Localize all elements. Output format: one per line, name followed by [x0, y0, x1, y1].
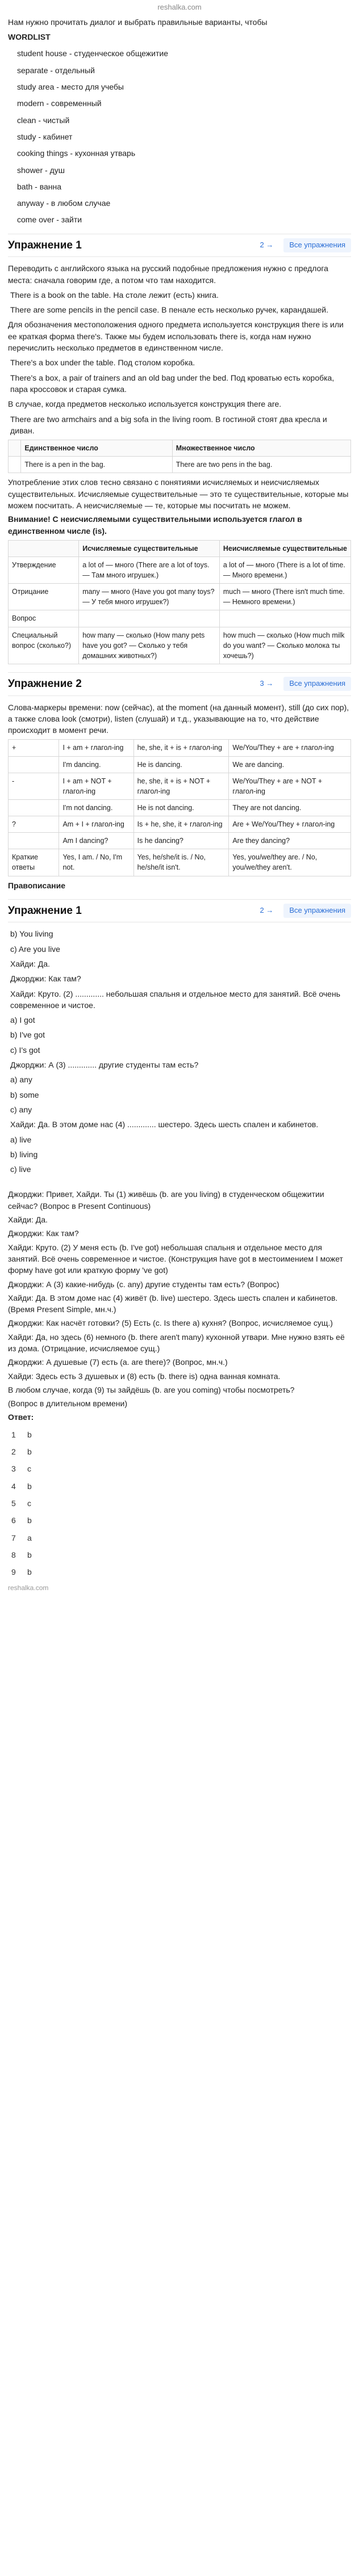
table-cell: Краткие ответы: [9, 849, 59, 876]
table-cell: Yes, he/she/it is. / No, he/she/it isn't.: [133, 849, 229, 876]
table-cell: a lot of — много (There are a lot of toys. — Там много игрушек.): [79, 556, 220, 583]
paragraph: Для обозначения местоположения одного предмета используется конструкция there is или ее краткая форма there's. Также мы будем использовать there is, когда нам нужно перечислить несколько предметов в единственном числе.: [8, 320, 344, 353]
paragraph: Употребление этих слов тесно связано с понятиями исчисляемых и неисчисляемых существительных. Исчисляемые существительные — это те существительные, которые мы можем посчитать. А неисчисляемые — те, которые мы посчитать не можем.: [8, 478, 349, 510]
dialog-line: b) You living: [10, 929, 53, 939]
exercise-nav: [260, 904, 351, 918]
exercise-header: [8, 899, 351, 923]
watermark: reshalka.com: [8, 1584, 49, 1592]
exercise-header: [8, 234, 351, 258]
table-cell: much — много (There isn't much time. — Немного времени.): [219, 584, 350, 610]
example: There are some pencils in the pencil case. В пенале есть несколько ручек, карандашей.: [10, 305, 328, 315]
dialog-line: a) I got: [10, 1015, 35, 1025]
dialog-line: Джорджи: А (3) ............. другие студенты там есть?: [10, 1060, 199, 1070]
paragraph: Слова-маркеры времени: now (сейчас), at the moment (на данный момент), still (до сих пор), а также слова look (смотри), listen (слушай) и т.д., указывающие на то, что действие происходит в момент речи.: [8, 702, 349, 735]
table-cell: -: [9, 773, 59, 799]
table-header-cell: Единственное число: [21, 440, 172, 457]
exercise-title: Упражнение 1: [8, 239, 82, 251]
table-cell: he, she, it + is + глагол-ing: [133, 740, 229, 756]
table-cell: a lot of — много (There is a lot of time. — Много времени.): [219, 556, 350, 583]
table-row: [9, 756, 351, 773]
wordlist-item: anyway - в любом случае: [17, 199, 111, 208]
table-row: [9, 556, 351, 583]
exercise-header: [8, 672, 351, 696]
answer-row: 6 b: [11, 1516, 32, 1525]
table-cell: how many — сколько (How many pets have you got? — Сколько у тебя домашних животных?): [79, 627, 220, 664]
table-cell: many — много (Have you got many toys? — У тебя много игрушек?): [79, 584, 220, 610]
dialog-line: Джорджи: Как там?: [10, 974, 81, 984]
table-cell: There are two pens in the bag.: [172, 457, 350, 473]
table-cell: Отрицание: [9, 584, 79, 610]
table-cell: [9, 756, 59, 773]
explanation-line: Хайди: Здесь есть 3 душевых и (8) есть (b. there is) одна ванная комната.: [8, 1371, 281, 1381]
next-exercise-link[interactable]: 3 →: [260, 679, 274, 688]
table-cell: I + am + NOT + глагол-ing: [59, 773, 133, 799]
table-cell: There is a pen in the bag.: [21, 457, 172, 473]
table-cell: Утверждение: [9, 556, 79, 583]
arrow-right-icon: →: [266, 906, 274, 915]
answer-row: 9 b: [11, 1567, 32, 1577]
table-cell: [79, 610, 220, 627]
table-cell: He is not dancing.: [133, 799, 229, 816]
explanation-line: Хайди: Да. В этом доме нас (4) живёт (b. live) шестеро. Здесь шесть спален и кабинетов. (Время Present Simple, мн.ч.): [8, 1293, 338, 1314]
table-cell: [9, 799, 59, 816]
table-header-row: [9, 440, 351, 457]
answer-row: 1 b: [11, 1430, 32, 1439]
table-cell: I + am + глагол-ing: [59, 740, 133, 756]
dialog-line: a) any: [10, 1075, 32, 1085]
table-cell: They are not dancing.: [229, 799, 351, 816]
dialog-line: c) I's got: [10, 1045, 40, 1055]
table-cell: Специальный вопрос (сколько?): [9, 627, 79, 664]
paragraph: Переводить с английского языка на русский подобные предложения нужно с предлога места: сначала говорим где, а потом что там находится.: [8, 264, 328, 285]
table-cell: Вопрос: [9, 610, 79, 627]
table-cell: Is he dancing?: [133, 833, 229, 849]
grammar-table-countable: [8, 540, 351, 664]
arrow-right-icon: →: [266, 241, 274, 250]
paragraph: В случае, когда предметов несколько используется конструкция there are.: [8, 399, 282, 409]
all-exercises-button[interactable]: Все упражнения: [283, 677, 351, 691]
exercise-title: Упражнение 2: [8, 677, 82, 690]
table-row: [9, 610, 351, 627]
all-exercises-button[interactable]: Все упражнения: [283, 238, 351, 252]
explanation-line: В любом случае, когда (9) ты зайдёшь (b. are you coming) чтобы посмотреть?: [8, 1385, 295, 1394]
table-header-cell: Множественное число: [172, 440, 350, 457]
table-row: [9, 816, 351, 833]
wordlist-item: cooking things - кухонная утварь: [17, 149, 136, 158]
table-header-row: [9, 540, 351, 556]
example: There are two armchairs and a big sofa in the living room. В гостиной стоят два кресла и диван.: [10, 414, 327, 435]
explanation-line: Джорджи: Как насчёт готовки? (5) Есть (c. Is there a) кухня? (Вопрос, исчисляемое сущ.): [8, 1318, 333, 1328]
explanation-line: (Вопрос в длительном времени): [8, 1399, 128, 1409]
table-header-cell: Исчисляемые существительные: [79, 540, 220, 556]
table-header-cell: Неисчисляемые существительные: [219, 540, 350, 556]
table-cell: We are dancing.: [229, 756, 351, 773]
table-cell: Is + he, she, it + глагол-ing: [133, 816, 229, 833]
wordlist-item: modern - современный: [17, 99, 102, 108]
answer-row: 8 b: [11, 1550, 32, 1559]
explanation-line: Джорджи: Привет, Хайди. Ты (1) живёшь (b. are you living) в студенческом общежитии сейчас? (Вопрос в Present Continuous): [8, 1190, 324, 1211]
wordlist-heading: WORDLIST: [8, 32, 51, 42]
answer-row: 3 c: [11, 1464, 31, 1474]
table-cell: [219, 610, 350, 627]
table-row: [9, 740, 351, 756]
table-cell: how much — сколько (How much milk do you want? — Сколько молока ты хочешь?): [219, 627, 350, 664]
table-row: [9, 584, 351, 610]
explanation-line: Джорджи: А душевые (7) есть (a. are there)? (Вопрос, мн.ч.): [8, 1357, 228, 1367]
example: There is a book on the table. На столе лежит (есть) книга.: [10, 290, 219, 300]
table-row: [9, 773, 351, 799]
answer-row: 2 b: [11, 1447, 32, 1457]
dialog-line: c) live: [10, 1165, 31, 1174]
wordlist-item: clean - чистый: [17, 115, 70, 125]
wordlist-item: separate - отдельный: [17, 65, 95, 75]
answers-heading: Ответ:: [8, 1413, 34, 1422]
dialog-line: c) Are you live: [10, 944, 60, 954]
explanation-line: Хайди: Да, но здесь (6) немного (b. there aren't many) кухонной утвари. Мне нужно взять её из дома. (Отрицание, исчисляемое сущ.): [8, 1332, 345, 1353]
wordlist: [8, 48, 351, 225]
answer-row: 7 a: [11, 1533, 32, 1542]
table-cell: I'm not dancing.: [59, 799, 133, 816]
section-label: Правописание: [8, 880, 66, 890]
table-cell: +: [9, 740, 59, 756]
table-cell: Yes, I am. / No, I'm not.: [59, 849, 133, 876]
table-cell: ?: [9, 816, 59, 833]
wordlist-item: come over - зайти: [17, 215, 82, 225]
explanation-line: Хайди: Круто. (2) У меня есть (b. I've got) небольшая спальня и отдельное место для занятий. Всё очень современное и чистое. (Конструкция have got в местоимением I может форму have got или краткую форму 've got): [8, 1242, 343, 1275]
dialog-line: Хайди: Круто. (2) ............. небольшая спальня и отдельное место для занятий. Всё очень современное и чистое.: [10, 989, 340, 1010]
table-cell: We/You/They + are + NOT + глагол-ing: [229, 773, 351, 799]
table-row: [9, 457, 351, 473]
explanation-line: Джорджи: Как там?: [8, 1229, 79, 1238]
dialog-line: a) live: [10, 1135, 32, 1144]
table-row: [9, 627, 351, 664]
wordlist-item: bath - ванна: [17, 182, 62, 191]
exercise-nav: [260, 677, 351, 691]
grammar-table-continuous: [8, 739, 351, 876]
table-cell: Am I dancing?: [59, 833, 133, 849]
table-cell: Yes, you/we/they are. / No, you/we/they aren't.: [229, 849, 351, 876]
explanation-line: Хайди: Да.: [8, 1215, 48, 1225]
next-exercise-link[interactable]: 2 →: [260, 906, 274, 915]
dialog-line: b) I've got: [10, 1030, 45, 1040]
wordlist-item: shower - душ: [17, 165, 65, 175]
wordlist-item: student house - студенческое общежитие: [17, 49, 169, 58]
dialog-line: b) living: [10, 1149, 38, 1159]
answer-list: [8, 1429, 351, 1578]
dialog-line: Хайди: Да. В этом доме нас (4) ............. шестеро. Здесь шесть спален и кабинетов.: [10, 1120, 319, 1129]
answer-row: 4 b: [11, 1481, 32, 1491]
table-row: [9, 849, 351, 876]
wordlist-item: study area - место для учебы: [17, 82, 124, 92]
site-header[interactable]: reshalka.com: [157, 3, 202, 11]
table-row: [9, 833, 351, 849]
next-exercise-link[interactable]: 2 →: [260, 241, 274, 250]
intro-text: Нам нужно прочитать диалог и выбрать правильные варианты, чтобы: [8, 17, 268, 27]
example: There's a box under the table. Под столом коробка.: [10, 358, 195, 368]
all-exercises-button[interactable]: Все упражнения: [283, 904, 351, 918]
dialog-line: Хайди: Да.: [10, 959, 50, 968]
table-cell: he, she, it + is + NOT + глагол-ing: [133, 773, 229, 799]
wordlist-item: study - кабинет: [17, 132, 73, 141]
answer-row: 5 c: [11, 1498, 31, 1508]
table-cell: [9, 833, 59, 849]
table-header-cell: [9, 440, 21, 457]
table-cell: [9, 457, 21, 473]
dialog-line: b) some: [10, 1090, 39, 1099]
table-row: [9, 799, 351, 816]
table-cell: I'm dancing.: [59, 756, 133, 773]
table-header-cell: [9, 540, 79, 556]
table-cell: He is dancing.: [133, 756, 229, 773]
dialog-line: c) any: [10, 1104, 32, 1114]
answer-explanation: [8, 1188, 351, 1409]
grammar-table-number: [8, 440, 351, 473]
dialog-options: [8, 928, 351, 1175]
table-cell: Are + We/You/They + глагол-ing: [229, 816, 351, 833]
exercise-nav: [260, 238, 351, 252]
exercise-title: Упражнение 1: [8, 904, 82, 917]
example: There's a box, a pair of trainers and an old bag under the bed. Под кроватью есть коробка, пара кроссовок и старая сумка.: [10, 373, 335, 394]
explanation-line: Джорджи: А (3) какие-нибудь (c. any) другие студенты там есть? (Вопрос): [8, 1279, 279, 1289]
table-cell: Are they dancing?: [229, 833, 351, 849]
table-cell: We/You/They + are + глагол-ing: [229, 740, 351, 756]
table-cell: Am + I + глагол-ing: [59, 816, 133, 833]
note: Внимание! С неисчисляемыми существительными используется глагол в единственном числе (is).: [8, 515, 302, 536]
arrow-right-icon: →: [266, 679, 274, 688]
